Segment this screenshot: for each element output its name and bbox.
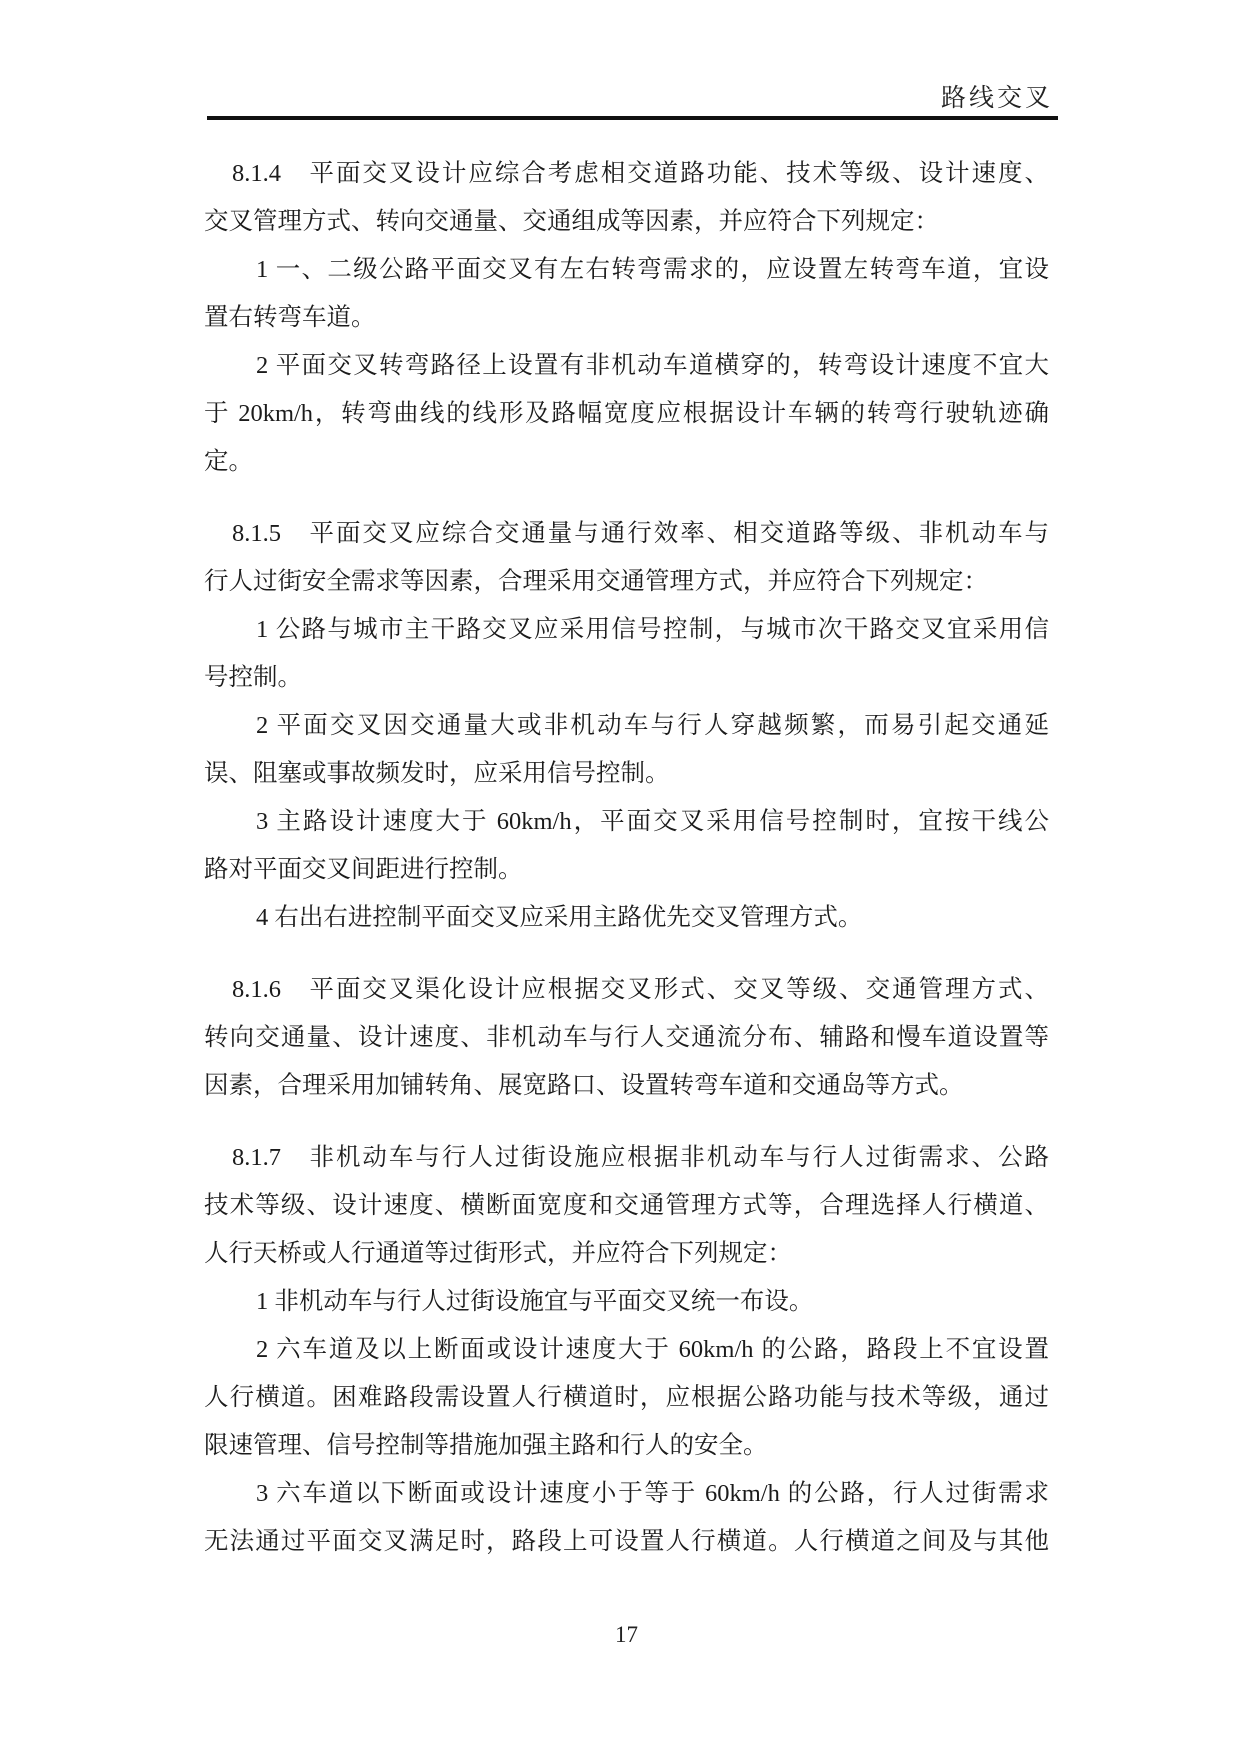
text-line: 1 一、二级公路平面交叉有左右转弯需求的，应设置左转弯车道，宜设 bbox=[256, 256, 1049, 283]
header-rule bbox=[207, 116, 1058, 120]
clause-paragraph bbox=[204, 150, 1049, 246]
item-paragraph bbox=[204, 1470, 1049, 1566]
text-line: 人行天桥或人行通道等过街形式，并应符合下列规定： bbox=[204, 1240, 792, 1267]
text-line: 8.1.6 平面交叉渠化设计应根据交叉形式、交叉等级、交通管理方式、 bbox=[232, 976, 1049, 1003]
document-body bbox=[204, 150, 1049, 1566]
text-line: 3 主路设计速度大于 60km/h，平面交叉采用信号控制时，宜按干线公 bbox=[256, 808, 1049, 835]
text-line: 3 六车道以下断面或设计速度小于等于 60km/h 的公路，行人过街需求 bbox=[256, 1480, 1049, 1507]
text-line: 8.1.7 非机动车与行人过街设施应根据非机动车与行人过街需求、公路 bbox=[232, 1144, 1049, 1171]
text-line: 8.1.4 平面交叉设计应综合考虑相交道路功能、技术等级、设计速度、 bbox=[232, 160, 1049, 187]
item-paragraph bbox=[204, 342, 1049, 486]
item-paragraph bbox=[204, 798, 1049, 894]
page-number: 17 bbox=[615, 1622, 638, 1647]
text-line: 号控制。 bbox=[204, 664, 302, 691]
text-line: 无法通过平面交叉满足时，路段上可设置人行横道。人行横道之间及与其他 bbox=[204, 1528, 1049, 1555]
item-paragraph bbox=[204, 1326, 1049, 1470]
text-line: 于 20km/h，转弯曲线的线形及路幅宽度应根据设计车辆的转弯行驶轨迹确 bbox=[204, 400, 1049, 427]
item-paragraph bbox=[204, 1278, 1049, 1326]
text-line: 定。 bbox=[204, 448, 253, 475]
page-footer bbox=[204, 1622, 1049, 1648]
text-line: 限速管理、信号控制等措施加强主路和行人的安全。 bbox=[204, 1432, 768, 1459]
item-paragraph bbox=[204, 702, 1049, 798]
clause-paragraph bbox=[204, 1134, 1049, 1278]
text-line: 2 平面交叉转弯路径上设置有非机动车道横穿的，转弯设计速度不宜大 bbox=[256, 352, 1049, 379]
text-line: 4 右出右进控制平面交叉应采用主路优先交叉管理方式。 bbox=[256, 904, 863, 931]
item-paragraph bbox=[204, 894, 1049, 942]
running-header-title: 路线交叉 bbox=[940, 85, 1053, 112]
text-line: 行人过街安全需求等因素，合理采用交通管理方式，并应符合下列规定： bbox=[204, 568, 988, 595]
item-paragraph bbox=[204, 606, 1049, 702]
text-line: 8.1.5 平面交叉应综合交通量与通行效率、相交道路等级、非机动车与 bbox=[232, 520, 1049, 547]
text-line: 交叉管理方式、转向交通量、交通组成等因素，并应符合下列规定： bbox=[204, 208, 939, 235]
text-line: 2 六车道及以上断面或设计速度大于 60km/h 的公路，路段上不宜设置 bbox=[256, 1336, 1049, 1363]
text-line: 误、阻塞或事故频发时，应采用信号控制。 bbox=[204, 760, 670, 787]
text-line: 1 非机动车与行人过街设施宜与平面交叉统一布设。 bbox=[256, 1288, 814, 1315]
text-line: 因素，合理采用加铺转角、展宽路口、设置转弯车道和交通岛等方式。 bbox=[204, 1072, 964, 1099]
clause-paragraph bbox=[204, 510, 1049, 606]
item-paragraph bbox=[204, 246, 1049, 342]
text-line: 1 公路与城市主干路交叉应采用信号控制，与城市次干路交叉宜采用信 bbox=[256, 616, 1049, 643]
text-line: 人行横道。困难路段需设置人行横道时，应根据公路功能与技术等级，通过 bbox=[204, 1384, 1049, 1411]
text-line: 技术等级、设计速度、横断面宽度和交通管理方式等，合理选择人行横道、 bbox=[204, 1192, 1049, 1219]
clause-paragraph bbox=[204, 966, 1049, 1110]
text-line: 转向交通量、设计速度、非机动车与行人交通流分布、辅路和慢车道设置等 bbox=[204, 1024, 1049, 1051]
text-line: 2 平面交叉因交通量大或非机动车与行人穿越频繁，而易引起交通延 bbox=[256, 712, 1049, 739]
text-line: 路对平面交叉间距进行控制。 bbox=[204, 856, 523, 883]
text-line: 置右转弯车道。 bbox=[204, 304, 376, 331]
